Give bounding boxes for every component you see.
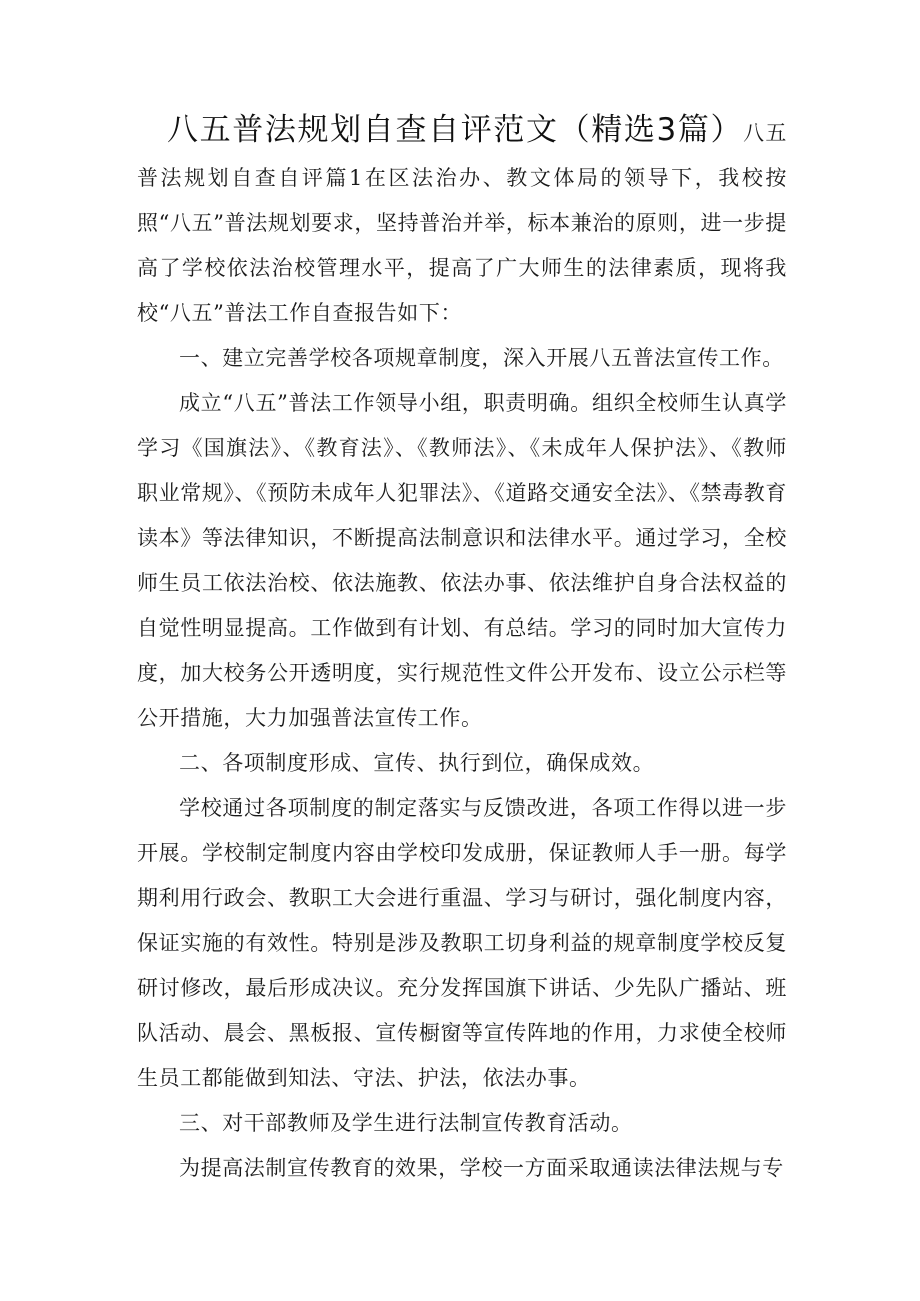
document-title: 八五普法规划自查自评范文（精选3篇） (167, 112, 744, 148)
section-heading-1: 一、建立完善学校各项规章制度，深入开展八五普法宣传工作。 (179, 346, 784, 370)
title-paragraph (137, 108, 787, 336)
document-body (137, 108, 787, 1191)
section-body-2: 学校通过各项制度的制定落实与反馈改进，各项工作得以进一步开展。学校制定制度内容由学校印发成册，保证教师人手一册。每学期利用行政会、教职工大会进行重温、学习与研讨，强化制度内容，保证实施的有效性。特别是涉及教职工切身利益的规章制度学校反复研讨修改，最后形成决议。充分发挥国旗下讲话、少先队广播站、班队活动、晨会、黑板报、宣传橱窗等宣传阵地的作用，力求使全校师生员工都能做到知法、守法、护法，依法办事。 (137, 796, 787, 1090)
intro-text: 八五普法规划自查自评篇1在区法治办、教文体局的领导下，我校按照“八五”普法规划要求，坚持普治并举，标本兼治的原则，进一步提高了学校依法治校管理水平，提高了广大师生的法律素质，现将我校“八五”普法工作自查报告如下： (137, 121, 787, 325)
section-heading-3: 三、对干部教师及学生进行法制宣传教育活动。 (179, 1111, 633, 1135)
section-body-1: 成立“八五”普法工作领导小组，职责明确。组织全校师生认真学学习《国旗法》、《教育法》、《教师法》、《未成年人保护法》、《教师职业常规》、《预防未成年人犯罪法》、《道路交通安全法》、《禁毒教育读本》等法律知识，不断提高法制意识和法律水平。通过学习，全校师生员工依法治校、依法施教、依法办事、依法维护自身合法权益的自觉性明显提高。工作做到有计划、有总结。学习的同时加大宣传力度，加大校务公开透明度，实行规范性文件公开发布、设立公示栏等公开措施，大力加强普法宣传工作。 (137, 391, 787, 730)
section-heading-2: 二、各项制度形成、宣传、执行到位，确保成效。 (179, 751, 655, 775)
section-body-3: 为提高法制宣传教育的效果，学校一方面采取通读法律法规与专 (179, 1156, 784, 1180)
